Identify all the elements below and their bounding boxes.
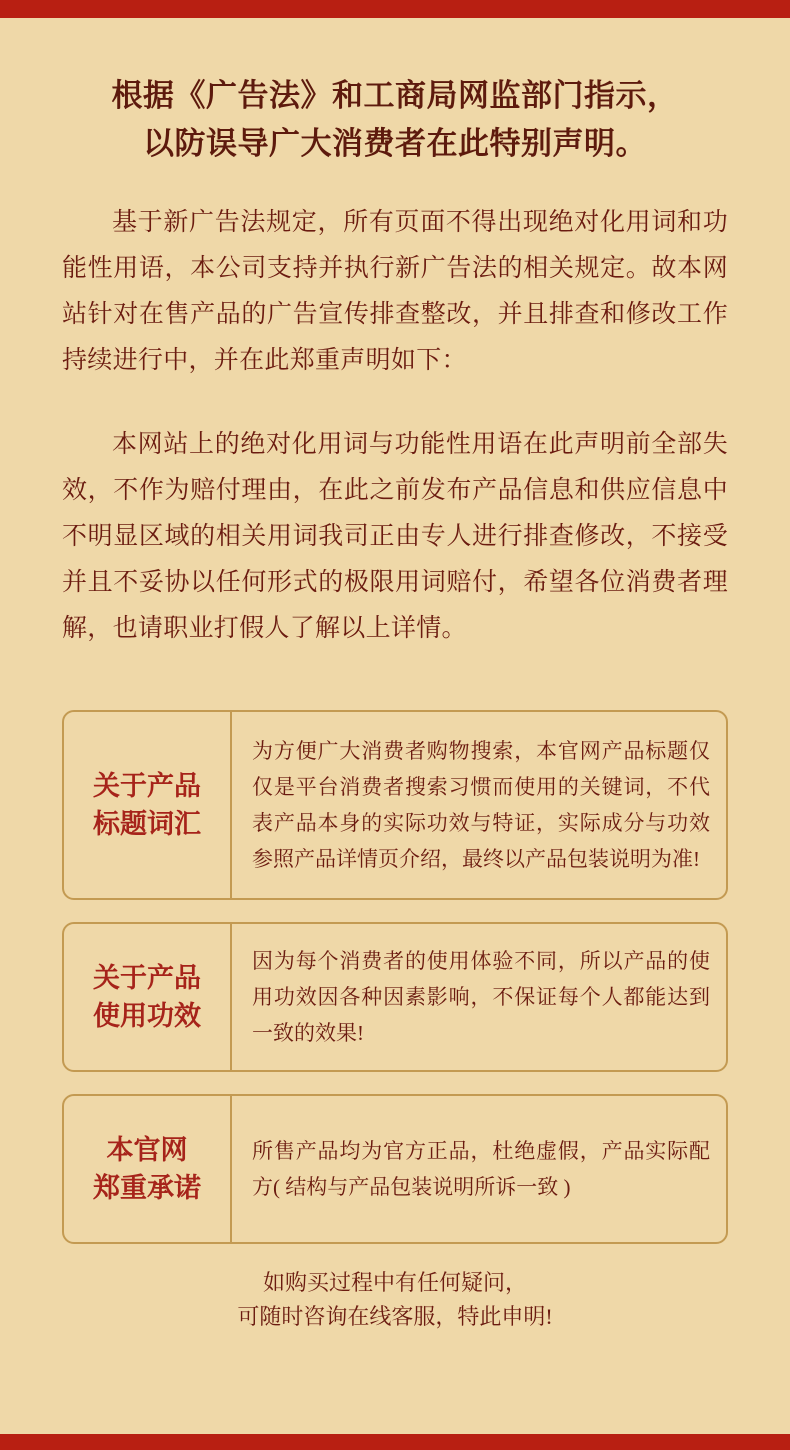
page-title bbox=[62, 72, 728, 168]
page-title-line-2: 以防误导广大消费者在此特别声明。 bbox=[143, 126, 647, 161]
statement-paragraph-1: 基于新广告法规定，所有页面不得出现绝对化用词和功能性用语，本公司支持并执行新广告法的相关规定。故本网站针对在售产品的广告宣传排查整改，并且排查和修改工作持续进行中，并在此郑重声明如下： bbox=[62, 209, 728, 374]
footer-line-1: 如购买过程中有任何疑问， bbox=[262, 1270, 527, 1295]
bottom-red-bar bbox=[0, 1434, 790, 1450]
card-title-line-2: 标题词汇 bbox=[93, 809, 201, 839]
card-title-line-2: 郑重承诺 bbox=[93, 1173, 201, 1203]
statement-card-list bbox=[62, 710, 728, 1244]
card-product-efficacy bbox=[62, 922, 728, 1072]
card-title bbox=[64, 1096, 232, 1242]
page-title-line-1: 根据《广告法》和工商局网监部门指示， bbox=[111, 78, 679, 113]
card-official-promise bbox=[62, 1094, 728, 1244]
card-body: 为方便广大消费者购物搜索，本官网产品标题仅仅是平台消费者搜索习惯而使用的关键词，不代表产品本身的实际功效与特证，实际成分与功效参照产品详情页介绍，最终以产品包装说明为准! bbox=[252, 739, 710, 871]
card-title bbox=[64, 924, 232, 1070]
card-title-line-1: 本官网 bbox=[106, 1135, 188, 1165]
footer-note bbox=[62, 1266, 728, 1334]
card-product-title-terms bbox=[62, 710, 728, 900]
card-title-line-1: 关于产品 bbox=[93, 771, 201, 801]
card-body: 因为每个消费者的使用体验不同，所以产品的使用功效因各种因素影响，不保证每个人都能达到一致的效果! bbox=[252, 949, 710, 1045]
card-title bbox=[64, 712, 232, 898]
card-title-line-2: 使用功效 bbox=[93, 1001, 201, 1031]
footer-line-2: 可随时咨询在线客服，特此申明! bbox=[237, 1304, 553, 1329]
card-body: 所售产品均为官方正品，杜绝虚假，产品实际配方( 结构与产品包装说明所诉一致 ) bbox=[252, 1139, 710, 1199]
top-red-bar bbox=[0, 0, 790, 18]
page-content bbox=[0, 18, 790, 1434]
statement-paragraph-2: 本网站上的绝对化用词与功能性用语在此声明前全部失效，不作为赔付理由，在此之前发布产品信息和供应信息中不明显区域的相关用词我司正由专人进行排查修改，不接受并且不妥协以任何形式的极限用词赔付，希望各位消费者理解，也请职业打假人了解以上详情。 bbox=[62, 431, 728, 642]
card-title-line-1: 关于产品 bbox=[93, 963, 201, 993]
